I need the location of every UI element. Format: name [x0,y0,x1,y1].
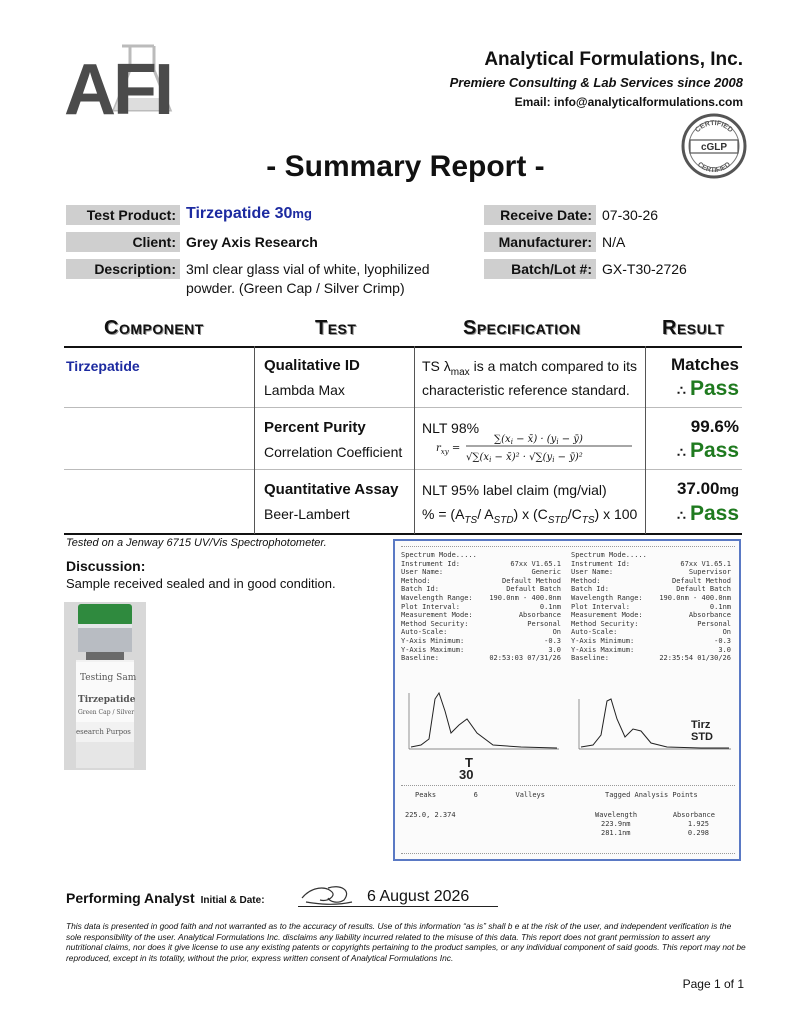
printout-row: User Name: Supervisor [571,568,731,577]
result-block [619,478,739,528]
analyst-date: 6 August 2026 [367,888,470,905]
manufacturer-value: N/A [602,234,626,250]
printout-row: Plot Interval: 0.1nm [571,602,731,611]
svg-text:√∑(xi − x̄)² · √∑(yi − ȳ)²: $√\sum(x_i$ − x̄)² · $√\sum(y_i$ − ȳ)² [466,452,583,464]
result-block [619,416,739,465]
result-value: 99.6% [690,417,739,436]
printout-row: Method: Default Method [401,576,561,585]
test-subname: Lambda Max [264,382,345,398]
page-number: Page 1 of 1 [682,977,744,991]
spectrophotometer-printout [393,539,741,861]
spec-line: characteristic reference standard. [422,382,630,398]
printout-row: Measurement Mode: Absorbance [571,611,731,620]
vial-photo [64,602,146,770]
result-status: ∴ Pass [677,502,739,525]
client-label: Client: [66,232,180,252]
receive-date-value: 07-30-26 [602,207,659,223]
result-status: ∴ Pass [677,377,739,400]
vial-label-line4: esearch Purpos [76,728,131,736]
report-title: - Summary Report - [266,150,545,183]
printout-row: Method Security: Personal [571,619,731,628]
header-specification: Specification [463,317,581,339]
vial-label-line2: Tirzepatide [78,695,136,705]
product-label: Test Product: [66,205,180,225]
printout-row: Wavelength Range: 190.0nm - 400.0nm [571,593,731,602]
printout-row: Y-Axis Minimum: -0.3 [401,636,561,645]
printout-row: Method Security: Personal [401,619,561,628]
printout-row: Spectrum Mode..... [401,551,477,559]
logo-text: AFI [64,50,171,120]
peaks-header: Peaks 6 Valleys [415,791,545,799]
sample-stamp-30: 30 [459,767,474,782]
analyst-initials-signature [298,880,356,908]
seal-bottom-text: CERTIFIED [696,161,732,175]
client-value: Grey Axis Research [186,234,318,250]
tagged-header: Tagged Analysis Points [605,791,698,799]
printout-row: Auto-Scale: On [571,628,731,637]
seal-top-text: CERTIFIED [694,119,734,135]
tagged-row: 281.1nm 0.298 [601,829,709,837]
test-subname: Beer-Lambert [264,506,350,522]
printout-row: Batch Id: Default Batch [401,585,561,594]
seal-middle-text: cGLP [700,142,728,153]
printout-row: Spectrum Mode..... [571,551,647,559]
batch-value: GX-T30-2726 [602,261,687,277]
company-name: Analytical Formulations, Inc. [484,49,743,70]
perforation [401,546,735,547]
printout-row: Baseline: 02:53:03 07/31/26 [401,654,561,663]
printout-row: Batch Id: Default Batch [571,585,731,594]
standard-stamp-tirz: Tirz [691,719,711,731]
instrument-note: Tested on a Jenway 6715 UV/Vis Spectrophotometer. [66,537,327,549]
result-status: ∴ Pass [677,439,739,462]
printout-row: Measurement Mode: Absorbance [401,611,561,620]
manufacturer-label: Manufacturer: [484,232,596,252]
beer-lambert-formula: % = ($A_{TS}/$ $A_{STD}$) x $(C_{STD}/C_{TS})$ x 100 [422,506,638,526]
vial-label-line3: Green Cap / Silver [78,709,135,716]
company-tagline: Premiere Consulting & Lab Services since 2008 [449,75,743,90]
table-header-rule [64,346,742,348]
row-divider [64,407,742,408]
spectrum-plot-sample [401,689,561,757]
spec-line: NLT 95% label claim (mg/vial) [422,482,607,498]
signature-line [298,906,498,907]
column-divider [254,346,255,534]
discussion-text: Sample received sealed and in good condition. [66,576,336,591]
correlation-formula [436,430,636,466]
spec-line: TS $\lambda_{max}$ is a match compared to its [422,358,637,378]
result-value: 37.00mg [676,479,739,498]
description-line-1: 3ml clear glass vial of white, lyophilized [186,261,430,277]
printout-row: Instrument Id: 67xx V1.65.1 [401,559,561,568]
test-name: Quantitative Assay [264,481,399,498]
printout-row: Baseline: 22:35:54 01/30/26 [571,654,731,663]
printout-left-header [401,551,561,663]
peaks-value: 225.0, 2.374 [405,811,456,819]
tagged-row: 223.9nm 1.925 [601,820,709,828]
discussion-heading: Discussion: [66,558,146,574]
description-label: Description: [66,259,180,279]
spec-line: NLT 98% [422,420,480,436]
printout-row: Y-Axis Minimum: -0.3 [571,636,731,645]
perforation [401,785,735,786]
standard-stamp-std: STD [691,731,713,743]
component-name: Tirzepatide [66,358,140,374]
svg-text:rxy =: $r_{xy}$ = [436,443,461,456]
printout-row: Y-Axis Maximum: 3.0 [571,645,731,654]
perforation [401,853,735,854]
receive-date-label: Receive Date: [484,205,596,225]
row-divider [64,469,742,470]
product-value: Tirzepatide 30mg [186,205,312,222]
sample-stamp-t: T [465,755,473,770]
printout-row: User Name: Generic [401,568,561,577]
printout-row: Auto-Scale: On [401,628,561,637]
result-value: Matches [670,355,739,374]
test-subname: Correlation Coefficient [264,444,403,460]
company-block [450,48,743,109]
printout-row: Plot Interval: 0.1nm [401,602,561,611]
batch-label: Batch/Lot #: [484,259,596,279]
printout-row: Wavelength Range: 190.0nm - 400.0nm [401,593,561,602]
description-line-2: powder. (Green Cap / Silver Crimp) [186,280,405,296]
svg-text:∑(xi − x̄) · (yi − ȳ): $\sum(x_i$ − x̄) · ($y_i$ − ȳ) [494,434,583,446]
performing-analyst: Performing Analyst Initial & Date: [66,890,265,906]
header-component: Component [104,317,204,339]
column-divider [414,346,415,534]
table-bottom-rule [64,533,742,535]
result-block [619,354,739,403]
header-result: Result [662,317,725,339]
test-name: Percent Purity [264,419,366,436]
disclaimer: This data is presented in good faith and not warranted as to the accuracy of results. Use of this information “as is” shall b e at the risk of the user, and independent verification is the sole responsibility of the user. Analytical Formulations Inc. disclaims any liability incurred related to the misuse of this data. This report does not grant permission to assert any nutritional claims, nor does it give license to use any existing patents or copyrights pertaining to the product samples, or any individual component of said goods. This report may not be reproduced, except in its totality, without the prior, express written consent of Analytical Formulations Inc. [66,921,746,963]
printout-row: Method: Default Method [571,576,731,585]
afi-logo [62,44,192,120]
tagged-columns: Wavelength Absorbance [595,811,715,819]
company-email: Email: info@analyticalformulations.com [514,95,743,109]
printout-row: Instrument Id: 67xx V1.65.1 [571,559,731,568]
header-test: Test [315,317,357,339]
printout-right-header [571,551,731,663]
test-name: Qualitative ID [264,357,360,374]
printout-row: Y-Axis Maximum: 3.0 [401,645,561,654]
vial-label-line1: Testing Sam [80,673,137,683]
